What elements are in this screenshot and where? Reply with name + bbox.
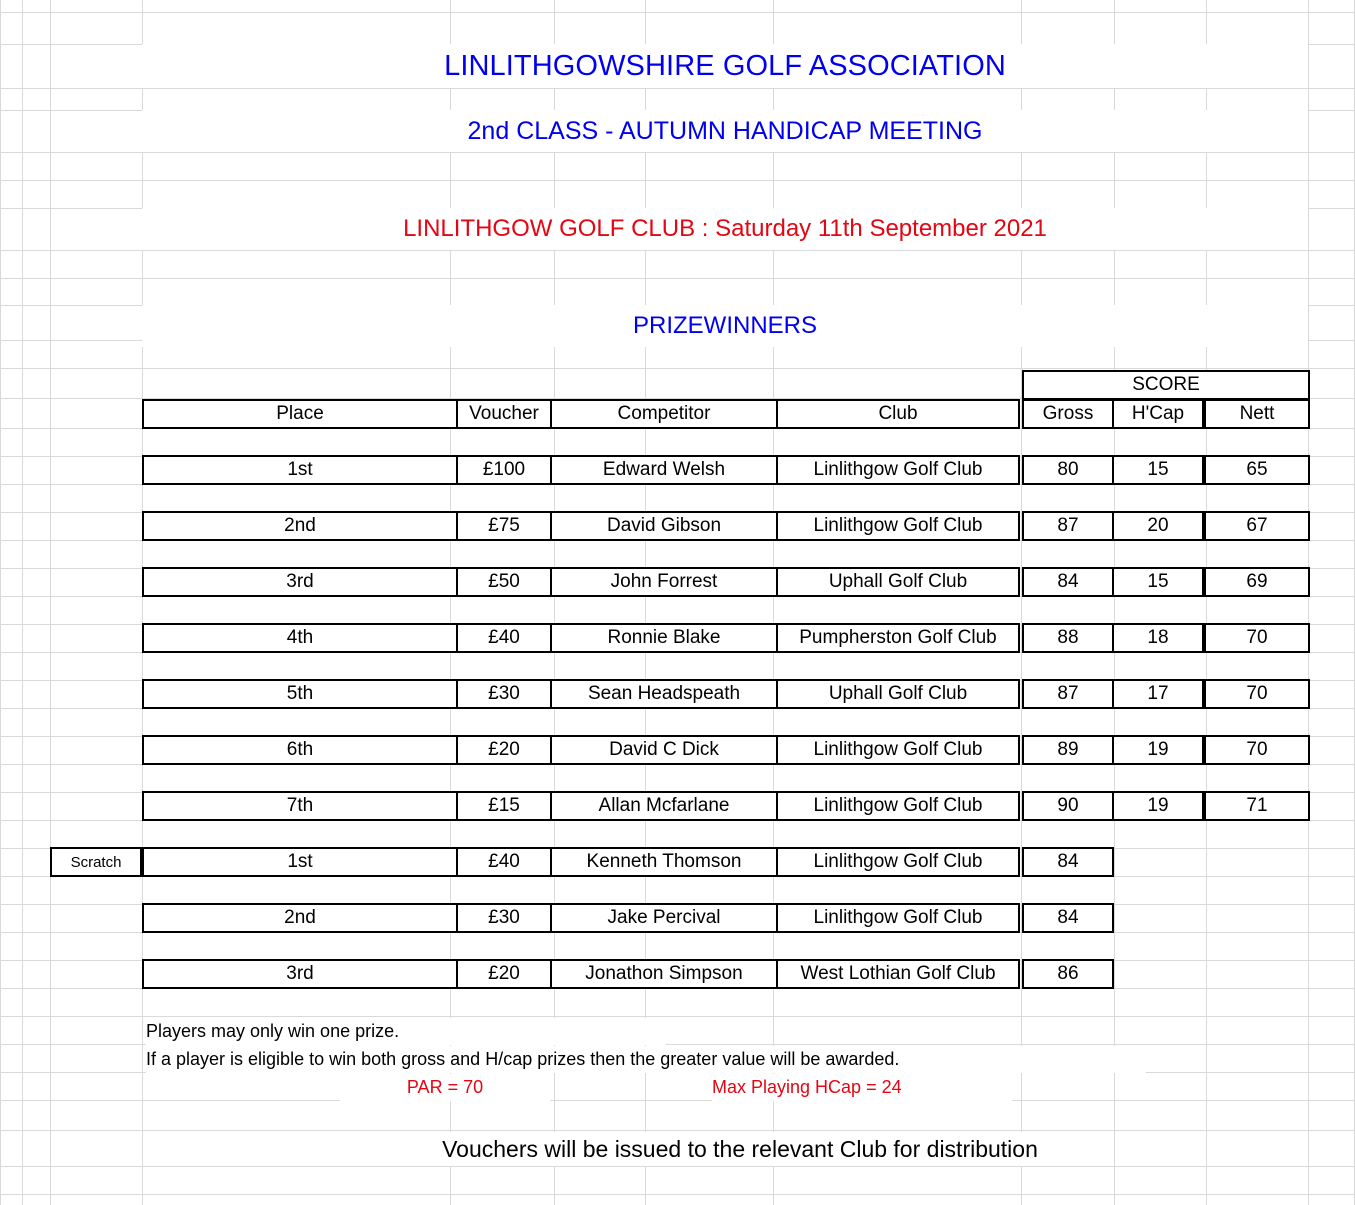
cell-club: Pumpherston Golf Club	[776, 623, 1020, 653]
cell-nett: 69	[1204, 567, 1310, 597]
grid-hline	[0, 1194, 1355, 1195]
cell-competitor: Sean Headspeath	[550, 679, 778, 709]
cell-club: Uphall Golf Club	[776, 567, 1020, 597]
page-subtitle: 2nd CLASS - AUTUMN HANDICAP MEETING	[142, 110, 1308, 152]
scratch-cell-club: Linlithgow Golf Club	[776, 903, 1020, 933]
grid-hline	[0, 1016, 1355, 1017]
column-header-hcap: H'Cap	[1112, 399, 1204, 429]
scratch-cell-place: 1st	[142, 847, 458, 877]
cell-hcap: 15	[1112, 567, 1204, 597]
cell-voucher: £15	[456, 791, 552, 821]
grid-hline	[0, 278, 1355, 279]
score-group-header: SCORE	[1022, 370, 1310, 400]
cell-club: Uphall Golf Club	[776, 679, 1020, 709]
scratch-cell-club: West Lothian Golf Club	[776, 959, 1020, 989]
column-header-voucher: Voucher	[456, 399, 552, 429]
cell-competitor: Ronnie Blake	[550, 623, 778, 653]
scratch-cell-voucher: £20	[456, 959, 552, 989]
grid-hline	[0, 180, 1355, 181]
cell-voucher: £75	[456, 511, 552, 541]
cell-place: 4th	[142, 623, 458, 653]
scratch-cell-voucher: £40	[456, 847, 552, 877]
cell-competitor: Allan Mcfarlane	[550, 791, 778, 821]
cell-place: 3rd	[142, 567, 458, 597]
cell-place: 7th	[142, 791, 458, 821]
cell-hcap: 18	[1112, 623, 1204, 653]
footer-note-greater-value: If a player is eligible to win both gross and H/cap prizes then the greater value will be awarded.	[146, 1046, 1146, 1073]
column-header-place: Place	[142, 399, 458, 429]
scratch-cell-club: Linlithgow Golf Club	[776, 847, 1020, 877]
column-header-competitor: Competitor	[550, 399, 778, 429]
cell-place: 2nd	[142, 511, 458, 541]
cell-nett: 67	[1204, 511, 1310, 541]
page-title: LINLITHGOWSHIRE GOLF ASSOCIATION	[142, 44, 1308, 88]
grid-hline	[0, 1130, 1355, 1131]
cell-voucher: £100	[456, 455, 552, 485]
cell-club: Linlithgow Golf Club	[776, 735, 1020, 765]
cell-voucher: £40	[456, 623, 552, 653]
cell-competitor: David Gibson	[550, 511, 778, 541]
cell-hcap: 17	[1112, 679, 1204, 709]
column-header-club: Club	[776, 399, 1020, 429]
cell-club: Linlithgow Golf Club	[776, 791, 1020, 821]
cell-gross: 90	[1022, 791, 1114, 821]
venue-date-line: LINLITHGOW GOLF CLUB : Saturday 11th September 2021	[142, 208, 1308, 250]
cell-club: Linlithgow Golf Club	[776, 455, 1020, 485]
cell-hcap: 20	[1112, 511, 1204, 541]
column-header-gross: Gross	[1022, 399, 1114, 429]
scratch-cell-place: 2nd	[142, 903, 458, 933]
footer-max-hcap-value: Max Playing HCap = 24	[712, 1074, 1012, 1101]
cell-gross: 88	[1022, 623, 1114, 653]
grid-hline	[0, 152, 1355, 153]
scratch-cell-place: 3rd	[142, 959, 458, 989]
cell-voucher: £20	[456, 735, 552, 765]
footer-par-value: PAR = 70	[340, 1074, 550, 1101]
scratch-cell-gross: 84	[1022, 847, 1114, 877]
cell-nett: 70	[1204, 735, 1310, 765]
scratch-cell-gross: 84	[1022, 903, 1114, 933]
cell-place: 5th	[142, 679, 458, 709]
grid-hline	[0, 12, 1355, 13]
cell-hcap: 15	[1112, 455, 1204, 485]
cell-gross: 80	[1022, 455, 1114, 485]
grid-hline	[0, 250, 1355, 251]
cell-gross: 87	[1022, 511, 1114, 541]
grid-hline	[0, 368, 1355, 369]
cell-nett: 70	[1204, 623, 1310, 653]
grid-hline	[0, 1166, 1355, 1167]
scratch-cell-competitor: Jake Percival	[550, 903, 778, 933]
footer-note-one-prize: Players may only win one prize.	[146, 1018, 666, 1045]
scratch-cell-voucher: £30	[456, 903, 552, 933]
cell-voucher: £50	[456, 567, 552, 597]
cell-nett: 70	[1204, 679, 1310, 709]
cell-voucher: £30	[456, 679, 552, 709]
section-heading-prizewinners: PRIZEWINNERS	[142, 305, 1308, 347]
scratch-section-label: Scratch	[50, 847, 142, 877]
cell-hcap: 19	[1112, 791, 1204, 821]
column-header-nett: Nett	[1204, 399, 1310, 429]
cell-competitor: John Forrest	[550, 567, 778, 597]
cell-nett: 71	[1204, 791, 1310, 821]
cell-hcap: 19	[1112, 735, 1204, 765]
scratch-cell-gross: 86	[1022, 959, 1114, 989]
cell-gross: 84	[1022, 567, 1114, 597]
scratch-cell-competitor: Jonathon Simpson	[550, 959, 778, 989]
scratch-cell-competitor: Kenneth Thomson	[550, 847, 778, 877]
cell-gross: 87	[1022, 679, 1114, 709]
cell-place: 6th	[142, 735, 458, 765]
footer-vouchers-note: Vouchers will be issued to the relevant Club for distribution	[380, 1132, 1100, 1166]
cell-gross: 89	[1022, 735, 1114, 765]
grid-hline	[0, 1100, 1355, 1101]
cell-competitor: Edward Welsh	[550, 455, 778, 485]
cell-competitor: David C Dick	[550, 735, 778, 765]
cell-place: 1st	[142, 455, 458, 485]
cell-club: Linlithgow Golf Club	[776, 511, 1020, 541]
grid-hline	[0, 88, 1355, 89]
cell-nett: 65	[1204, 455, 1310, 485]
